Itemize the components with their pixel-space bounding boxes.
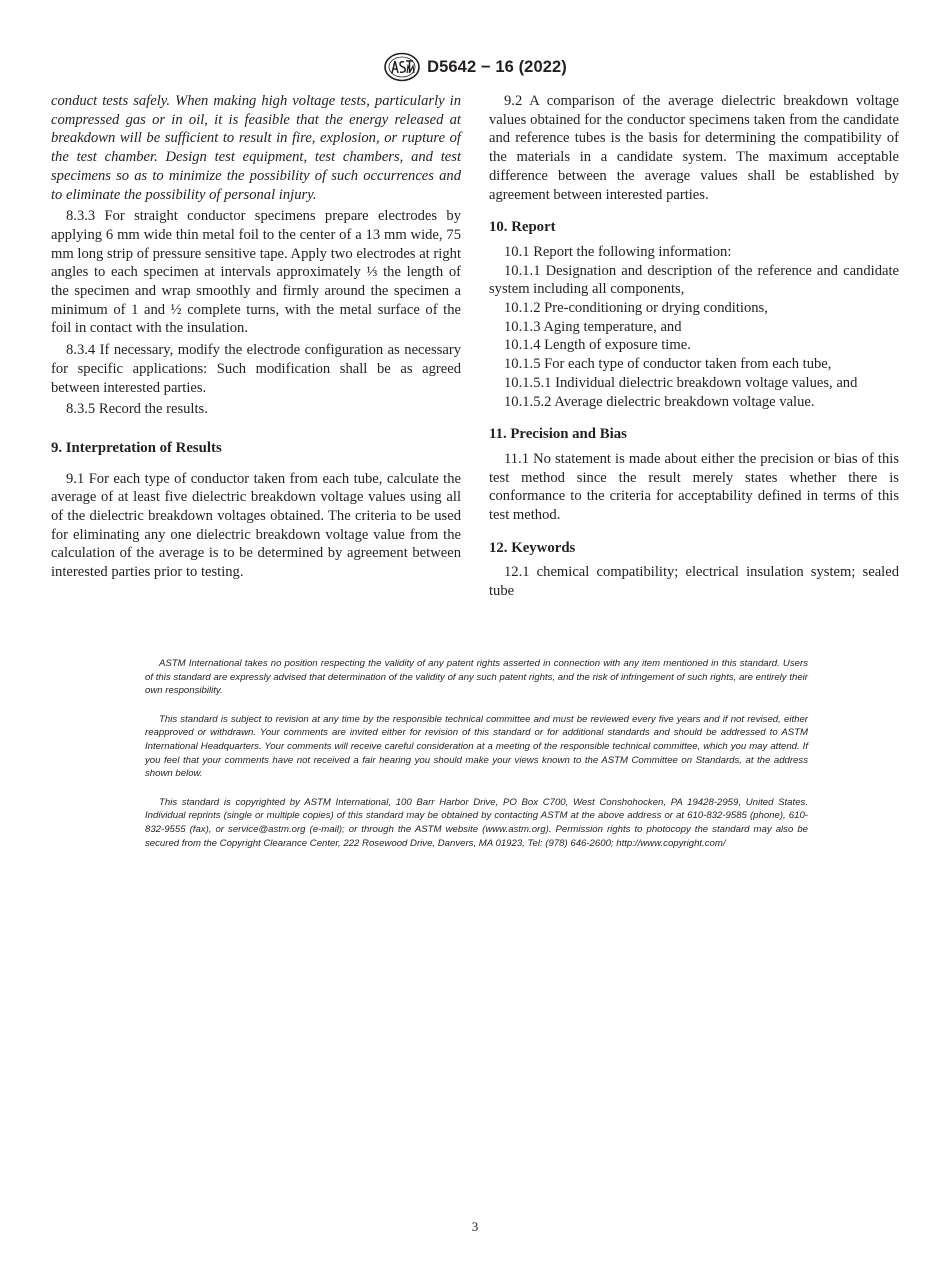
paragraph-8-3-5: 8.3.5 Record the results. xyxy=(66,401,208,418)
continued-caution-note: conduct tests safely. When making high voltage tests, particularly in compressed gas or in oil, it is feasible that the energy released at breakdown will be sufficient to result in fire, explosion, or rupture of the test chamber. Design test equipment, test chambers, and test specimens so as to minimize the possibility of such occurrences and to eliminate the possibility of personal injury. xyxy=(51,93,461,203)
paragraph-10-1-2: 10.1.2 Pre-conditioning or drying conditions, xyxy=(504,300,768,317)
paragraph-10-1-1: 10.1.1 Designation and description of the reference and candidate system including all components, xyxy=(489,262,899,298)
page-number: 3 xyxy=(471,1219,479,1234)
right-column xyxy=(489,92,899,601)
paragraph-10-1-5-2: 10.1.5.2 Average dielectric breakdown voltage value. xyxy=(504,393,815,410)
paragraph-11-1: 11.1 No statement is made about either the precision or bias of this test method since the result merely states whether there is conformance to the criteria for acceptability defined in terms of this test method. xyxy=(489,450,899,524)
paragraph-10-1-4: 10.1.4 Length of exposure time. xyxy=(504,337,691,354)
section-11-heading: 11. Precision and Bias xyxy=(489,426,627,443)
section-9-heading: 9. Interpretation of Results xyxy=(51,439,222,456)
paragraph-9-2: 9.2 A comparison of the average dielectric breakdown voltage values obtained for the conductor specimens taken from the candidate and reference tubes is the basis for determining the compatibility of the materials in a candidate system. The maximum acceptable difference between the average values shall be established by agreement between interested parties. xyxy=(489,93,899,203)
left-column xyxy=(51,92,461,582)
paragraph-12-1: 12.1 chemical compatibility; electrical insulation system; sealed tube xyxy=(489,564,899,600)
paragraph-8-3-3: 8.3.3 For straight conductor specimens prepare electrodes by applying 6 mm wide thin metal foil to the center of a 13 mm wide, 75 mm long strip of pressure sensitive tape. Apply two electrodes at right angles to each specimen at intervals approximately ⅓ the length of the specimen and wrap smoothly and firmly around the specimen a minimum of 1 and ½ complete turns, with the metal surface of the foil in contact with the insulation. xyxy=(51,208,461,337)
section-12-heading: 12. Keywords xyxy=(489,539,576,556)
section-10-heading: 10. Report xyxy=(489,219,556,236)
paragraph-10-1-5: 10.1.5 For each type of conductor taken from each tube, xyxy=(504,356,832,373)
footer-notes xyxy=(145,657,808,865)
paragraph-10-1-5-1: 10.1.5.1 Individual dielectric breakdown voltage values, and xyxy=(504,374,858,391)
paragraph-10-1: 10.1 Report the following information: xyxy=(504,243,732,260)
revision-notice: This standard is subject to revision at any time by the responsible technical committee and must be reviewed every five years and if not revised, either reapproved or withdrawn. Your comments are invited either for revision of this standard or for additional standards and should be addressed to ASTM International Headquarters. Your comments will receive careful consideration at a meeting of the responsible technical committee, which you may attend. If you feel that your comments have not received a fair hearing you should make your views known to the ASTM Committee on Standards, at the address shown below. xyxy=(145,713,808,780)
page-header xyxy=(0,52,950,87)
paragraph-8-3-4: 8.3.4 If necessary, modify the electrode configuration as necessary for specific applications: Such modification shall be as agreed between interested parties. xyxy=(51,342,461,396)
copyright-notice: This standard is copyrighted by ASTM International, 100 Barr Harbor Drive, PO Box C700, West Conshohocken, PA 19428-2959, United States. Individual reprints (single or multiple copies) of this standard may be obtained by contacting ASTM at the above address or at 610-832-9585 (phone), 610-832-9555 (fax), or service@astm.org (e-mail); or through the ASTM website (www.astm.org). Permission rights to photocopy the standard may also be secured from the Copyright Clearance Center, 222 Rosewood Drive, Danvers, MA 01923, Tel: (978) 646-2600; http://www.copyright.com/ xyxy=(145,796,808,849)
astm-logo-icon xyxy=(383,52,421,82)
paragraph-9-1: 9.1 For each type of conductor taken from each tube, calculate the average of at least five dielectric breakdown voltage values using all of the dielectric breakdown voltages obtained. The criteria to be used for eliminating any one dielectric breakdown voltage value from the calculation of the average is to be determined by agreement between interested parties prior to testing. xyxy=(51,470,461,581)
patent-notice: ASTM International takes no position respecting the validity of any patent rights asserted in connection with any item mentioned in this standard. Users of this standard are expressly advised that determination of the validity of any such patent rights, and the risk of infringement of such rights, are entirely their own responsibility. xyxy=(145,658,808,697)
paragraph-10-1-3: 10.1.3 Aging temperature, and xyxy=(504,318,682,335)
standard-designation: D5642 − 16 (2022) xyxy=(427,57,567,76)
